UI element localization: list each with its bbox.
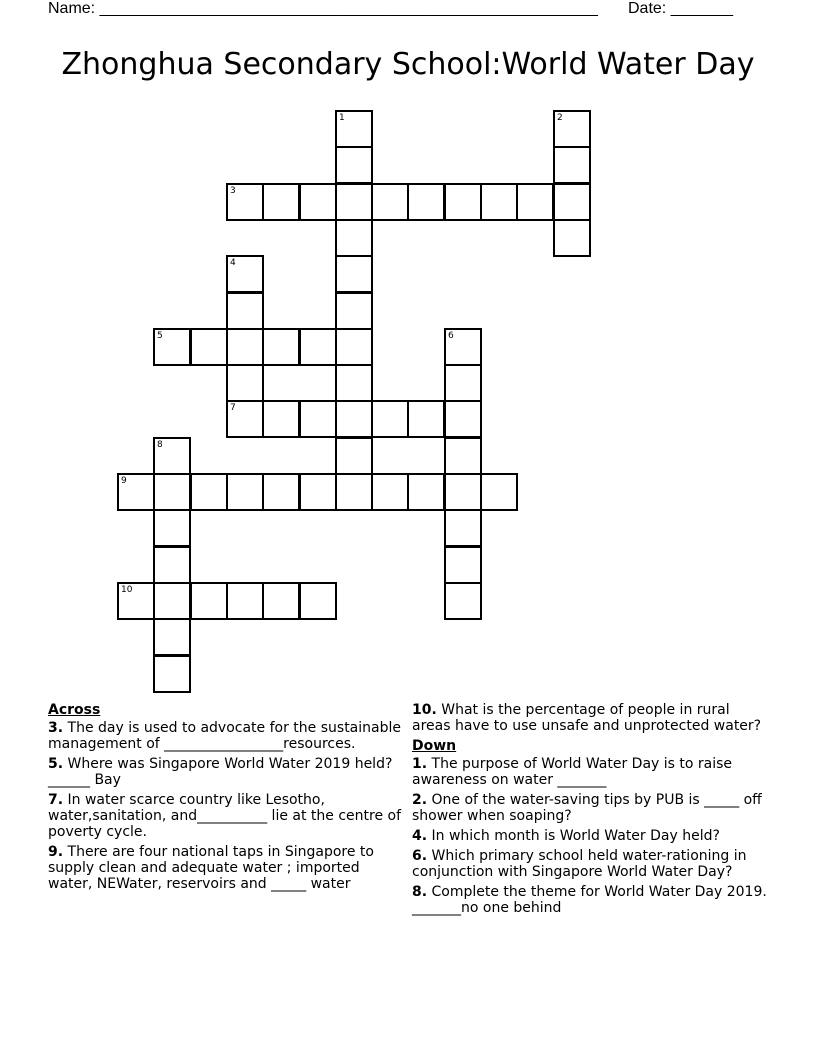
clue-number: 4. [412,828,428,844]
grid-cell[interactable] [153,618,191,656]
grid-cell[interactable] [262,473,300,511]
grid-cell-3[interactable] [226,183,264,221]
grid-cell[interactable] [553,219,591,257]
clue-text: The purpose of World Water Day is to raise awareness on water _______ [412,756,733,788]
clue-number: 5. [48,756,64,772]
grid-cell[interactable] [190,582,228,620]
grid-cell[interactable] [444,364,482,402]
grid-cell[interactable] [153,582,191,620]
clue-number: 1. [412,756,428,772]
grid-cell[interactable] [262,183,300,221]
grid-cell[interactable] [480,473,518,511]
grid-cell[interactable] [190,473,228,511]
down-heading: Down [412,738,457,754]
clue-number: 7. [48,792,64,808]
clue-text: In which month is World Water Day held? [431,828,720,844]
across-clue-5 [48,756,403,788]
clue-number: 9. [48,844,64,860]
down-clue-6 [412,848,767,880]
cell-number: 2 [557,113,563,123]
cell-number: 10 [121,585,133,595]
grid-cell[interactable] [226,364,264,402]
grid-cell[interactable] [153,546,191,584]
grid-cell[interactable] [299,183,337,221]
grid-cell[interactable] [299,400,337,438]
across-clue-3 [48,720,403,752]
grid-cell[interactable] [407,473,445,511]
grid-cell-7[interactable] [226,400,264,438]
grid-cell[interactable] [371,183,409,221]
cell-number: 9 [121,476,127,486]
grid-cell[interactable] [226,582,264,620]
grid-cell[interactable] [444,400,482,438]
grid-cell[interactable] [226,292,264,330]
grid-cell[interactable] [516,183,554,221]
grid-cell[interactable] [262,582,300,620]
clue-number: 3. [48,720,64,736]
clue-number: 8. [412,884,428,900]
grid-cell-5[interactable] [153,328,191,366]
grid-cell[interactable] [153,655,191,693]
grid-cell[interactable] [371,473,409,511]
grid-cell[interactable] [444,183,482,221]
grid-cell[interactable] [335,473,373,511]
grid-cell-1[interactable] [335,110,373,148]
grid-cell[interactable] [299,473,337,511]
clue-text: Where was Singapore World Water 2019 held? ______ Bay [48,756,393,788]
down-clue-8 [412,884,767,916]
grid-cell[interactable] [335,219,373,257]
cell-number: 6 [448,331,454,341]
across-heading: Across [48,702,101,718]
clue-text: One of the water-saving tips by PUB is _____ off shower when soaping? [412,792,762,824]
across-clue-10 [412,702,767,734]
clue-text: Which primary school held water-rationing in conjunction with Singapore World Water Day? [412,848,747,880]
grid-cell[interactable] [226,473,264,511]
grid-cell-9[interactable] [117,473,155,511]
grid-cell[interactable] [262,400,300,438]
grid-cell-4[interactable] [226,255,264,293]
down-clue-2 [412,792,767,824]
name-field[interactable]: Name: ________________________________________________________ [48,0,598,17]
grid-cell[interactable] [335,292,373,330]
grid-cell[interactable] [444,473,482,511]
grid-cell[interactable] [335,364,373,402]
grid-cell[interactable] [553,146,591,184]
cell-number: 3 [230,186,236,196]
clue-text: Complete the theme for World Water Day 2019. _______no one behind [412,884,767,916]
grid-cell[interactable] [262,328,300,366]
grid-cell-6[interactable] [444,328,482,366]
clue-text: The day is used to advocate for the sustainable management of _________________resources. [48,720,401,752]
clues-column-left [48,702,403,896]
cell-number: 8 [157,440,163,450]
clue-number: 6. [412,848,428,864]
grid-cell[interactable] [335,255,373,293]
grid-cell[interactable] [153,473,191,511]
clues-column-right [412,702,767,920]
grid-cell[interactable] [335,183,373,221]
grid-cell-10[interactable] [117,582,155,620]
clue-text: In water scarce country like Lesotho, water,sanitation, and__________ lie at the centre of poverty cycle. [48,792,402,840]
grid-cell[interactable] [335,437,373,475]
grid-cell-2[interactable] [553,110,591,148]
date-field[interactable]: Date: _______ [628,0,733,17]
grid-cell[interactable] [335,146,373,184]
grid-cell[interactable] [553,183,591,221]
grid-cell[interactable] [407,400,445,438]
grid-cell[interactable] [335,400,373,438]
cell-number: 4 [230,258,236,268]
grid-cell[interactable] [226,328,264,366]
grid-cell[interactable] [480,183,518,221]
clue-number: 10. [412,702,437,718]
across-clue-7 [48,792,403,840]
grid-cell-8[interactable] [153,437,191,475]
grid-cell[interactable] [190,328,228,366]
grid-cell[interactable] [299,328,337,366]
grid-cell[interactable] [444,437,482,475]
clue-text: What is the percentage of people in rural areas have to use unsafe and unprotected water? [412,702,762,734]
grid-cell[interactable] [444,582,482,620]
across-clue-9 [48,844,403,892]
grid-cell[interactable] [407,183,445,221]
grid-cell[interactable] [153,509,191,547]
clue-number: 2. [412,792,428,808]
grid-cell[interactable] [444,509,482,547]
grid-cell[interactable] [371,400,409,438]
grid-cell[interactable] [444,546,482,584]
cell-number: 1 [339,113,345,123]
cell-number: 7 [230,403,236,413]
down-clue-1 [412,756,767,788]
clue-text: There are four national taps in Singapore to supply clean and adequate water ; imported water, NEWater, reservoirs and _____ water [48,844,374,892]
cell-number: 5 [157,331,163,341]
down-clue-4 [412,828,767,844]
page-title: Zhonghua Secondary School:World Water Day [61,47,755,82]
grid-cell[interactable] [335,328,373,366]
grid-cell[interactable] [299,582,337,620]
